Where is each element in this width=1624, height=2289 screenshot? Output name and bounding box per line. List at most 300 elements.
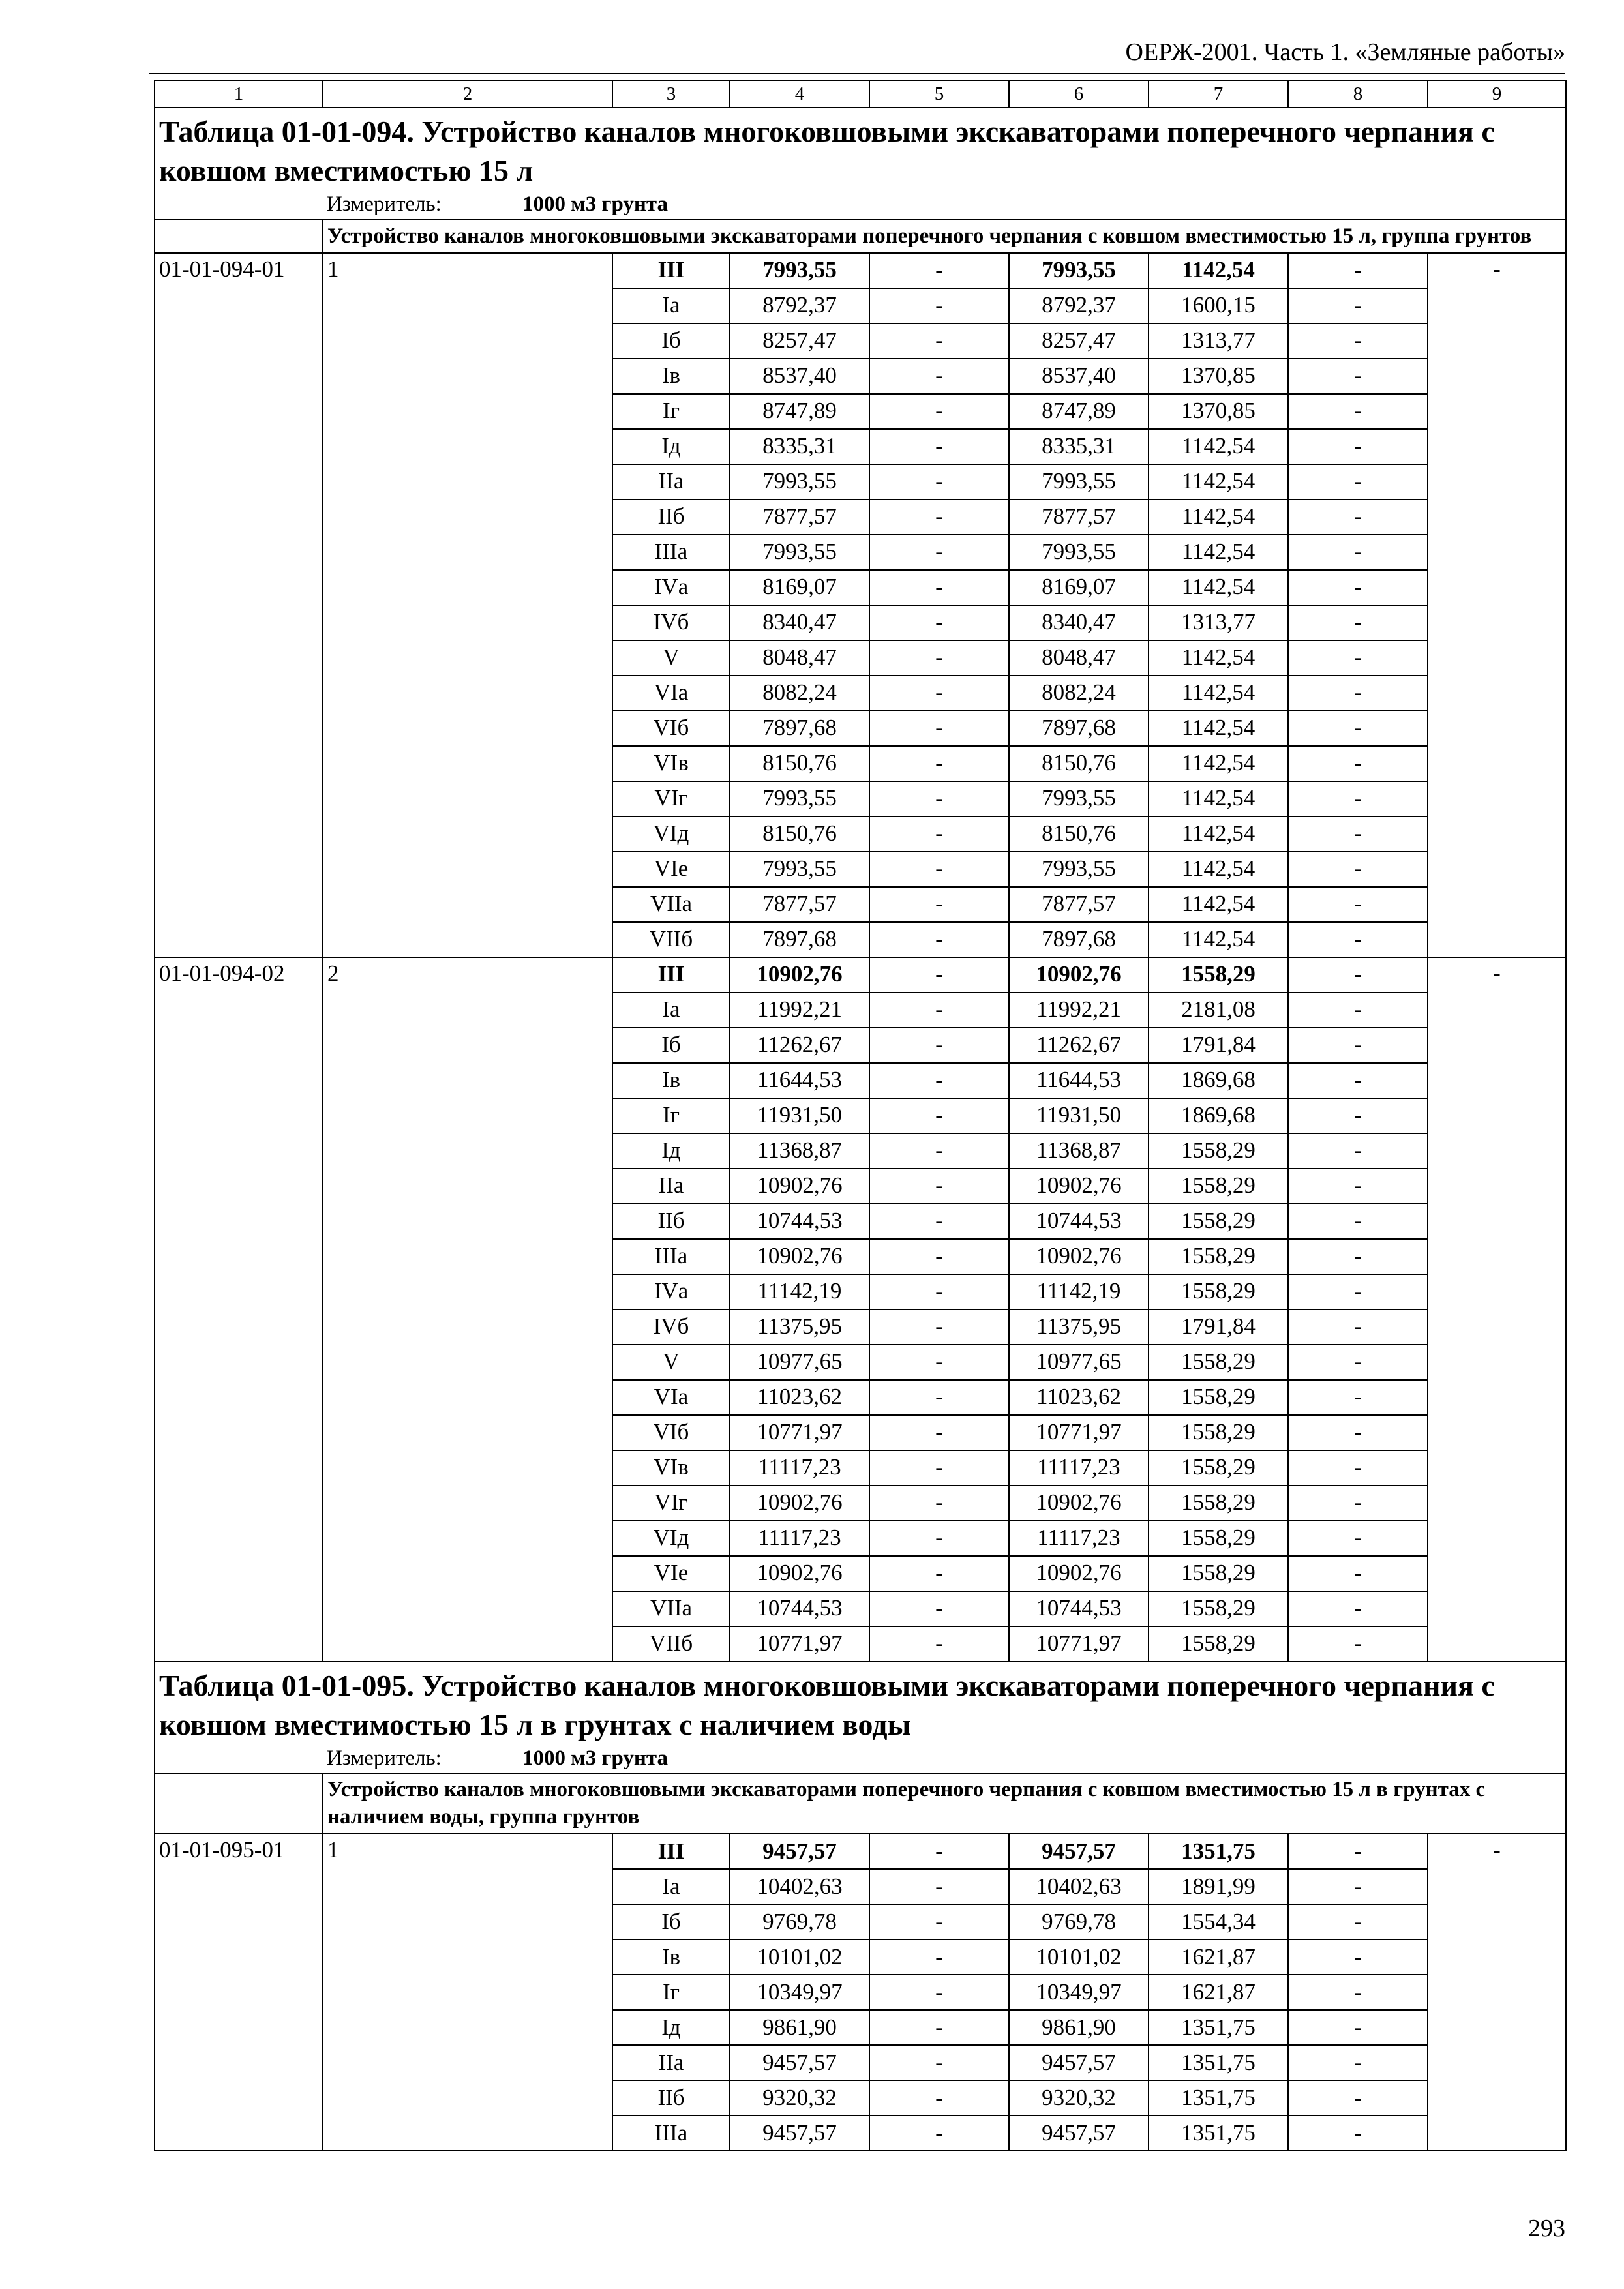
work-description: Устройство каналов многоковшовыми экскаваторами поперечного черпания с ковшом вместимостью 15 л, группа грунтов (323, 220, 1566, 253)
value-col-7: 1351,75 (1149, 1834, 1288, 1869)
value-col-9: - (1428, 253, 1566, 957)
value-col-7: 1558,29 (1149, 957, 1288, 993)
value-col-7: 1554,34 (1149, 1904, 1288, 1939)
value-col-5: - (869, 570, 1009, 605)
soil-group: IVб (612, 1309, 730, 1345)
table-title-row (155, 1662, 1566, 1744)
column-number: 4 (730, 80, 869, 108)
value-col-7: 1558,29 (1149, 1486, 1288, 1521)
soil-group: VIIа (612, 1591, 730, 1626)
value-col-5: - (869, 1939, 1009, 1975)
value-col-4: 7993,55 (730, 781, 869, 816)
value-col-7: 1142,54 (1149, 535, 1288, 570)
value-col-8: - (1288, 711, 1428, 746)
value-col-8: - (1288, 1169, 1428, 1204)
value-col-7: 1558,29 (1149, 1591, 1288, 1626)
value-col-7: 1142,54 (1149, 887, 1288, 922)
value-col-6: 11931,50 (1009, 1098, 1149, 1133)
value-col-6: 8169,07 (1009, 570, 1149, 605)
value-col-6: 11117,23 (1009, 1521, 1149, 1556)
soil-group: IIб (612, 1204, 730, 1239)
value-col-8: - (1288, 394, 1428, 429)
value-col-5: - (869, 1415, 1009, 1450)
value-col-7: 1558,29 (1149, 1521, 1288, 1556)
value-col-6: 10101,02 (1009, 1939, 1149, 1975)
column-number: 5 (869, 80, 1009, 108)
value-col-7: 1558,29 (1149, 1169, 1288, 1204)
description-spacer (155, 1773, 323, 1834)
value-col-8: - (1288, 1415, 1428, 1450)
value-col-4: 11368,87 (730, 1133, 869, 1169)
value-col-8: - (1288, 1834, 1428, 1869)
value-col-7: 1142,54 (1149, 781, 1288, 816)
value-col-6: 10902,76 (1009, 1239, 1149, 1274)
column-number-row (155, 80, 1566, 108)
value-col-4: 8792,37 (730, 288, 869, 323)
value-col-9: - (1428, 957, 1566, 1662)
value-col-6: 9457,57 (1009, 2045, 1149, 2080)
work-description: Устройство каналов многоковшовыми экскаваторами поперечного черпания с ковшом вместимостью 15 л в грунтах с наличием воды, группа грунтов (323, 1773, 1566, 1834)
value-col-7: 1558,29 (1149, 1274, 1288, 1309)
value-col-6: 7877,57 (1009, 887, 1149, 922)
value-col-4: 9769,78 (730, 1904, 869, 1939)
value-col-4: 10902,76 (730, 957, 869, 993)
soil-group: VIIб (612, 922, 730, 957)
value-col-4: 7897,68 (730, 711, 869, 746)
soil-group: IIб (612, 2080, 730, 2116)
value-col-6: 7897,68 (1009, 711, 1149, 746)
soil-group: VIв (612, 746, 730, 781)
soil-group: VIг (612, 1486, 730, 1521)
value-col-4: 11992,21 (730, 993, 869, 1028)
value-col-5: - (869, 1556, 1009, 1591)
soil-group: VIе (612, 1556, 730, 1591)
value-col-7: 1558,29 (1149, 1626, 1288, 1662)
estimate-table (154, 80, 1567, 2151)
value-col-8: - (1288, 676, 1428, 711)
page-header-title: ОЕРЖ-2001. Часть 1. «Земляные работы» (1125, 38, 1565, 66)
value-col-8: - (1288, 1904, 1428, 1939)
meter-label: Измеритель: (327, 192, 442, 217)
value-col-6: 7993,55 (1009, 464, 1149, 500)
value-col-7: 1351,75 (1149, 2045, 1288, 2080)
value-col-6: 8048,47 (1009, 640, 1149, 676)
value-col-5: - (869, 816, 1009, 852)
value-col-6: 10744,53 (1009, 1591, 1149, 1626)
soil-group: Iв (612, 1939, 730, 1975)
value-col-7: 1142,54 (1149, 253, 1288, 288)
value-col-4: 11142,19 (730, 1274, 869, 1309)
value-col-5: - (869, 1591, 1009, 1626)
value-col-7: 1142,54 (1149, 500, 1288, 535)
value-col-6: 10902,76 (1009, 1169, 1149, 1204)
value-col-5: - (869, 2010, 1009, 2045)
value-col-8: - (1288, 1133, 1428, 1169)
value-col-8: - (1288, 1063, 1428, 1098)
value-col-7: 1351,75 (1149, 2010, 1288, 2045)
meter-row (155, 1744, 1566, 1773)
soil-group: VIб (612, 1415, 730, 1450)
column-number: 2 (323, 80, 612, 108)
value-col-6: 8257,47 (1009, 323, 1149, 359)
value-col-8: - (1288, 2045, 1428, 2080)
meter-cell (323, 1744, 1566, 1773)
value-col-7: 1370,85 (1149, 359, 1288, 394)
value-col-6: 7897,68 (1009, 922, 1149, 957)
value-col-6: 8747,89 (1009, 394, 1149, 429)
value-col-5: - (869, 1904, 1009, 1939)
value-col-6: 7993,55 (1009, 852, 1149, 887)
value-col-4: 9320,32 (730, 2080, 869, 2116)
soil-group: Iб (612, 1028, 730, 1063)
value-col-5: - (869, 852, 1009, 887)
value-col-7: 1351,75 (1149, 2080, 1288, 2116)
soil-group: Iв (612, 1063, 730, 1098)
soil-group: IIа (612, 464, 730, 500)
value-col-4: 10744,53 (730, 1204, 869, 1239)
value-col-4: 10902,76 (730, 1239, 869, 1274)
column-number: 1 (155, 80, 323, 108)
value-col-4: 10902,76 (730, 1169, 869, 1204)
value-col-7: 1558,29 (1149, 1204, 1288, 1239)
value-col-7: 2181,08 (1149, 993, 1288, 1028)
value-col-4: 11117,23 (730, 1521, 869, 1556)
value-col-8: - (1288, 1486, 1428, 1521)
value-col-8: - (1288, 253, 1428, 288)
value-col-4: 7993,55 (730, 535, 869, 570)
value-col-6: 7993,55 (1009, 535, 1149, 570)
value-col-5: - (869, 323, 1009, 359)
value-col-5: - (869, 500, 1009, 535)
value-col-7: 1869,68 (1149, 1063, 1288, 1098)
soil-group: IVб (612, 605, 730, 640)
value-col-4: 10902,76 (730, 1486, 869, 1521)
value-col-4: 11931,50 (730, 1098, 869, 1133)
value-col-6: 9861,90 (1009, 2010, 1149, 2045)
value-col-4: 10771,97 (730, 1626, 869, 1662)
value-col-6: 8335,31 (1009, 429, 1149, 464)
column-number: 8 (1288, 80, 1428, 108)
value-col-7: 1791,84 (1149, 1309, 1288, 1345)
rate-number: 2 (323, 957, 612, 1662)
value-col-4: 7993,55 (730, 253, 869, 288)
value-col-6: 8792,37 (1009, 288, 1149, 323)
value-col-7: 1142,54 (1149, 922, 1288, 957)
value-col-4: 8257,47 (730, 323, 869, 359)
value-col-7: 1558,29 (1149, 1239, 1288, 1274)
value-col-7: 1891,99 (1149, 1869, 1288, 1904)
column-number: 6 (1009, 80, 1149, 108)
soil-group: VIе (612, 852, 730, 887)
value-col-8: - (1288, 2116, 1428, 2151)
soil-group: VIа (612, 676, 730, 711)
soil-group: V (612, 1345, 730, 1380)
soil-group: IVа (612, 570, 730, 605)
soil-group: Iа (612, 288, 730, 323)
value-col-8: - (1288, 1380, 1428, 1415)
value-col-5: - (869, 464, 1009, 500)
value-col-8: - (1288, 1450, 1428, 1486)
soil-group: IIIа (612, 1239, 730, 1274)
value-col-4: 10771,97 (730, 1415, 869, 1450)
value-col-6: 10977,65 (1009, 1345, 1149, 1380)
value-col-5: - (869, 2116, 1009, 2151)
value-col-4: 7877,57 (730, 500, 869, 535)
value-col-5: - (869, 2080, 1009, 2116)
soil-group: Iд (612, 2010, 730, 2045)
value-col-5: - (869, 394, 1009, 429)
soil-group: Iа (612, 1869, 730, 1904)
value-col-4: 11262,67 (730, 1028, 869, 1063)
value-col-8: - (1288, 1309, 1428, 1345)
value-col-5: - (869, 922, 1009, 957)
soil-group: Iв (612, 359, 730, 394)
value-col-7: 1558,29 (1149, 1380, 1288, 1415)
soil-group: Iд (612, 1133, 730, 1169)
value-col-4: 10349,97 (730, 1975, 869, 2010)
value-col-5: - (869, 1169, 1009, 1204)
table-row (155, 1834, 1566, 1869)
value-col-4: 10101,02 (730, 1939, 869, 1975)
value-col-8: - (1288, 816, 1428, 852)
value-col-8: - (1288, 1626, 1428, 1662)
value-col-4: 11117,23 (730, 1450, 869, 1486)
value-col-8: - (1288, 500, 1428, 535)
value-col-7: 1142,54 (1149, 711, 1288, 746)
value-col-4: 7993,55 (730, 852, 869, 887)
value-col-6: 10402,63 (1009, 1869, 1149, 1904)
value-col-5: - (869, 746, 1009, 781)
value-col-7: 1313,77 (1149, 605, 1288, 640)
value-col-5: - (869, 1834, 1009, 1869)
value-col-7: 1142,54 (1149, 676, 1288, 711)
value-col-5: - (869, 1521, 1009, 1556)
value-col-7: 1142,54 (1149, 570, 1288, 605)
value-col-8: - (1288, 1028, 1428, 1063)
description-row (155, 1773, 1566, 1834)
soil-group: Iг (612, 1975, 730, 2010)
soil-group: Iб (612, 1904, 730, 1939)
value-col-6: 11992,21 (1009, 993, 1149, 1028)
value-col-6: 11142,19 (1009, 1274, 1149, 1309)
meter-cell (323, 190, 1566, 220)
value-col-6: 10771,97 (1009, 1415, 1149, 1450)
value-col-5: - (869, 640, 1009, 676)
soil-group: IIIа (612, 2116, 730, 2151)
value-col-5: - (869, 1028, 1009, 1063)
value-col-8: - (1288, 605, 1428, 640)
value-col-6: 8537,40 (1009, 359, 1149, 394)
soil-group: IVа (612, 1274, 730, 1309)
value-col-7: 1142,54 (1149, 852, 1288, 887)
value-col-7: 1621,87 (1149, 1939, 1288, 1975)
value-col-7: 1142,54 (1149, 746, 1288, 781)
value-col-5: - (869, 288, 1009, 323)
value-col-5: - (869, 1450, 1009, 1486)
value-col-7: 1558,29 (1149, 1415, 1288, 1450)
value-col-5: - (869, 1626, 1009, 1662)
value-col-5: - (869, 253, 1009, 288)
value-col-6: 10744,53 (1009, 1204, 1149, 1239)
soil-group: III (612, 253, 730, 288)
value-col-7: 1142,54 (1149, 640, 1288, 676)
table-row (155, 253, 1566, 288)
value-col-4: 8169,07 (730, 570, 869, 605)
value-col-8: - (1288, 323, 1428, 359)
value-col-4: 11023,62 (730, 1380, 869, 1415)
value-col-6: 9457,57 (1009, 2116, 1149, 2151)
soil-group: VIIа (612, 887, 730, 922)
value-col-5: - (869, 1975, 1009, 2010)
value-col-5: - (869, 1345, 1009, 1380)
table-title: Таблица 01-01-094. Устройство каналов многоковшовыми экскаваторами поперечного черпания с ковшом вместимостью 15 л (155, 108, 1566, 190)
value-col-4: 8537,40 (730, 359, 869, 394)
soil-group: IIа (612, 1169, 730, 1204)
value-col-8: - (1288, 359, 1428, 394)
value-col-8: - (1288, 1098, 1428, 1133)
soil-group: IIб (612, 500, 730, 535)
value-col-4: 7877,57 (730, 887, 869, 922)
value-col-6: 11117,23 (1009, 1450, 1149, 1486)
value-col-6: 7993,55 (1009, 781, 1149, 816)
value-col-5: - (869, 1204, 1009, 1239)
header-divider (149, 73, 1565, 74)
table-title: Таблица 01-01-095. Устройство каналов многоковшовыми экскаваторами поперечного черпания с ковшом вместимостью 15 л в грунтах с наличием воды (155, 1662, 1566, 1744)
rate-code: 01-01-095-01 (155, 1834, 323, 2151)
value-col-8: - (1288, 887, 1428, 922)
value-col-5: - (869, 781, 1009, 816)
value-col-7: 1370,85 (1149, 394, 1288, 429)
value-col-8: - (1288, 1239, 1428, 1274)
column-number: 3 (612, 80, 730, 108)
value-col-5: - (869, 429, 1009, 464)
soil-group: VIб (612, 711, 730, 746)
value-col-7: 1558,29 (1149, 1450, 1288, 1486)
value-col-4: 11644,53 (730, 1063, 869, 1098)
soil-group: IIа (612, 2045, 730, 2080)
value-col-6: 7877,57 (1009, 500, 1149, 535)
value-col-7: 1558,29 (1149, 1556, 1288, 1591)
soil-group: IIIа (612, 535, 730, 570)
value-col-5: - (869, 1133, 1009, 1169)
value-col-5: - (869, 993, 1009, 1028)
value-col-8: - (1288, 1204, 1428, 1239)
value-col-8: - (1288, 1521, 1428, 1556)
value-col-5: - (869, 1869, 1009, 1904)
value-col-4: 8150,76 (730, 746, 869, 781)
value-col-8: - (1288, 2010, 1428, 2045)
soil-group: VIд (612, 816, 730, 852)
soil-group: VIг (612, 781, 730, 816)
column-number: 7 (1149, 80, 1288, 108)
value-col-8: - (1288, 746, 1428, 781)
value-col-4: 10977,65 (730, 1345, 869, 1380)
value-col-6: 8340,47 (1009, 605, 1149, 640)
value-col-5: - (869, 1098, 1009, 1133)
value-col-8: - (1288, 570, 1428, 605)
value-col-8: - (1288, 1869, 1428, 1904)
value-col-6: 8150,76 (1009, 746, 1149, 781)
value-col-6: 9457,57 (1009, 1834, 1149, 1869)
value-col-7: 1558,29 (1149, 1133, 1288, 1169)
value-col-8: - (1288, 957, 1428, 993)
value-col-5: - (869, 1239, 1009, 1274)
value-col-8: - (1288, 429, 1428, 464)
value-col-6: 11375,95 (1009, 1309, 1149, 1345)
soil-group: VIIб (612, 1626, 730, 1662)
value-col-7: 1142,54 (1149, 429, 1288, 464)
value-col-5: - (869, 1309, 1009, 1345)
description-spacer (155, 220, 323, 253)
soil-group: VIв (612, 1450, 730, 1486)
soil-group: Iб (612, 323, 730, 359)
rate-code: 01-01-094-02 (155, 957, 323, 1662)
value-col-7: 1869,68 (1149, 1098, 1288, 1133)
value-col-5: - (869, 1380, 1009, 1415)
value-col-7: 1351,75 (1149, 2116, 1288, 2151)
soil-group: III (612, 1834, 730, 1869)
value-col-6: 9769,78 (1009, 1904, 1149, 1939)
table-title-row (155, 108, 1566, 190)
value-col-8: - (1288, 852, 1428, 887)
value-col-4: 7897,68 (730, 922, 869, 957)
soil-group: III (612, 957, 730, 993)
value-col-4: 10744,53 (730, 1591, 869, 1626)
value-col-7: 1600,15 (1149, 288, 1288, 323)
value-col-8: - (1288, 2080, 1428, 2116)
soil-group: Iг (612, 1098, 730, 1133)
value-col-4: 10902,76 (730, 1556, 869, 1591)
value-col-8: - (1288, 288, 1428, 323)
meter-unit: 1000 м3 грунта (522, 1746, 669, 1771)
estimate-table-body (155, 80, 1566, 2151)
value-col-5: - (869, 1486, 1009, 1521)
soil-group: V (612, 640, 730, 676)
value-col-8: - (1288, 464, 1428, 500)
value-col-4: 10402,63 (730, 1869, 869, 1904)
soil-group: VIа (612, 1380, 730, 1415)
value-col-7: 1142,54 (1149, 816, 1288, 852)
value-col-4: 7993,55 (730, 464, 869, 500)
meter-label: Измеритель: (327, 1746, 442, 1771)
value-col-5: - (869, 676, 1009, 711)
table-row (155, 957, 1566, 993)
value-col-6: 10902,76 (1009, 957, 1149, 993)
value-col-4: 9457,57 (730, 2045, 869, 2080)
value-col-8: - (1288, 993, 1428, 1028)
value-col-5: - (869, 535, 1009, 570)
value-col-8: - (1288, 781, 1428, 816)
soil-group: Iд (612, 429, 730, 464)
description-row (155, 220, 1566, 253)
soil-group: Iг (612, 394, 730, 429)
value-col-4: 11375,95 (730, 1309, 869, 1345)
value-col-4: 8150,76 (730, 816, 869, 852)
value-col-6: 10349,97 (1009, 1975, 1149, 2010)
meter-spacer (155, 1744, 323, 1773)
value-col-8: - (1288, 535, 1428, 570)
value-col-5: - (869, 957, 1009, 993)
value-col-9: - (1428, 1834, 1566, 2151)
value-col-8: - (1288, 1556, 1428, 1591)
value-col-7: 1791,84 (1149, 1028, 1288, 1063)
value-col-7: 1558,29 (1149, 1345, 1288, 1380)
soil-group: VIд (612, 1521, 730, 1556)
value-col-6: 8082,24 (1009, 676, 1149, 711)
rate-number: 1 (323, 253, 612, 957)
value-col-6: 8150,76 (1009, 816, 1149, 852)
column-number: 9 (1428, 80, 1566, 108)
